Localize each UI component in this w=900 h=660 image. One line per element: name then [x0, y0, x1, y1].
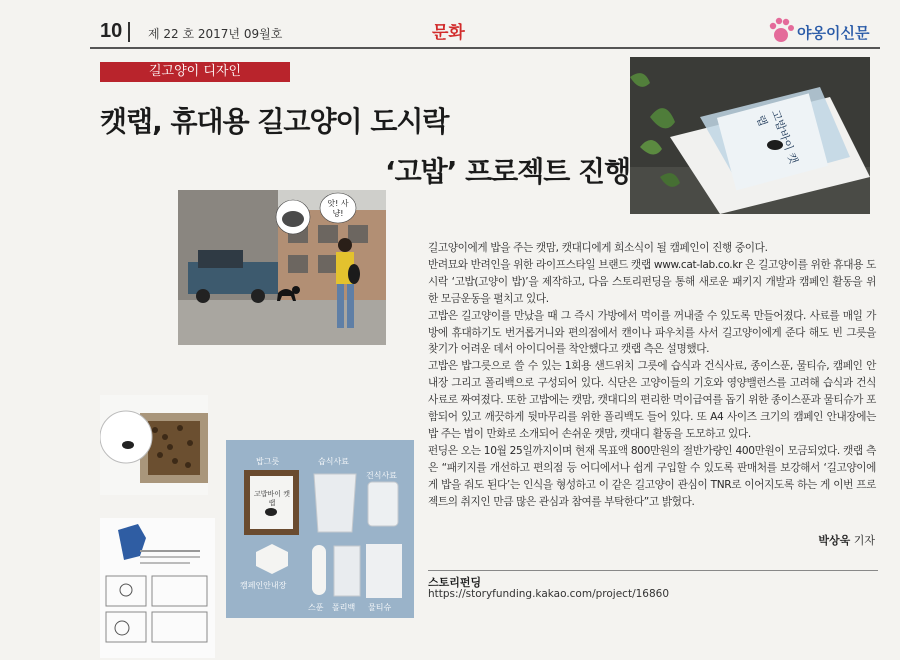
- byline: [750, 532, 875, 548]
- photo-street-cat-mom: [178, 190, 386, 345]
- section-title: 문화: [432, 23, 465, 43]
- newspaper-logo-text: 야옹이신문: [797, 24, 870, 42]
- header-divider: [128, 22, 130, 42]
- byline-role: 기자: [850, 534, 875, 547]
- source-url: https://storyfunding.kakao.com/project/16860: [428, 588, 670, 600]
- header-rule: [90, 47, 880, 49]
- article-paragraph-2: 반려묘와 반려인을 위한 라이프스타일 브랜드 캣랩 www.cat-lab.co.kr 은 길고양이를 위한 휴대용 도시락 ‘고밥(고양이 밥)’을 제작하고, 다음 스토리펀딩을 통해 새로운 패키지 개발과 캠페인 활동을 위한 모금운동을 펼치고 있다.: [428, 258, 876, 305]
- photo-campaign-guide: [100, 518, 215, 658]
- photo-kit-components: [226, 440, 414, 618]
- kit-label-bowl: 밥그릇: [256, 457, 280, 466]
- category-tag: 길고양이 디자인: [100, 62, 290, 82]
- article-paragraph-3: 고밥은 길고양이를 만났을 때 그 즉시 가방에서 먹이를 꺼내줄 수 있도록 만들어졌다. 사료를 매일 가방에 휴대하기도 번거롭거니와 편의점에서 캔이나 파우치를 사서 길고양이에게 준다 해도 빈 그릇을 찾기가 어려운 데서 아이디어를 착안했다고 캣랩 측은 설명했다.: [428, 309, 876, 356]
- issue-info: 제 22 호 2017년 09월호: [148, 27, 283, 41]
- kit-label-polybag: 폴리백: [332, 603, 356, 612]
- source-divider: [428, 570, 878, 571]
- kit-label-tissue: 물티슈: [368, 603, 392, 612]
- source-label: 스토리펀딩: [428, 576, 482, 589]
- photo-bowl-with-food: [100, 395, 208, 495]
- speech-bubble-text: 앗! 사냥!: [327, 199, 349, 218]
- headline-line-2: ‘고밥’ 프로젝트 진행: [385, 155, 631, 188]
- product-label-small: 고밥바이 캣랩: [253, 490, 291, 507]
- kit-label-spoon: 스푼: [308, 603, 324, 612]
- photo-product-package: [630, 57, 870, 214]
- product-label: 고밥바이 캣랩: [753, 108, 801, 166]
- headline-line-1: 캣랩, 휴대용 길고양이 도시락: [100, 105, 449, 138]
- paw-icon: [770, 18, 794, 42]
- kit-label-guide: 캠페인안내장: [240, 581, 287, 590]
- kit-label-dry: 건식사료: [366, 471, 397, 480]
- byline-name: 박상욱: [818, 534, 851, 547]
- article-paragraph-1: 길고양이에게 밥을 주는 캣맘, 캣대디에게 희소식이 될 캠페인이 진행 중이다.: [428, 242, 768, 254]
- article-body: [428, 240, 876, 511]
- article-paragraph-5: 펀딩은 오는 10월 25일까지이며 현재 목표액 800만원의 절반가량인 400만원이 모금되었다. 캣랩 측은 “패키지를 개선하고 편의점 등 어디에서나 쉽게 구입할 수 있도록 판매처를 보강해서 ‘길고양이에게 밥을 줘도 된다’는 인식을 형성하고 이 같은 길고양이 관심이 TNR로 이어지도록 하는 게 이번 프로젝트의 취지인 만큼 많은 관심과 참여를 부탁한다”고 밝혔다.: [428, 444, 876, 508]
- page-number: 10: [100, 20, 123, 42]
- article-paragraph-4: 고밥은 밥그릇으로 쓸 수 있는 1회용 샌드위치 그릇에 습식과 건식사료, 종이스푼, 물티슈, 캠페인 안내장 그리고 폴리백으로 구성되어 있다. 식단은 고양이들의 기호와 영양밸런스를 고려해 습식과 건식사료로 짜여졌다. 또한 고밥에는 캣맘, 캣대디의 편리한 먹이급여를 돕기 위한 종이스푼과 물티슈가 포함되어 있고 깨끗하게 뒷마무리를 위한 폴리백도 들어 있다. 또 A4 사이즈 크기의 캠페인 안내장에는 밥 주는 법이 만화로 소개되어 손쉬운 캣맘, 캣대디 활동을 도모하고 있다.: [428, 360, 876, 440]
- kit-label-wet: 습식사료: [318, 457, 349, 466]
